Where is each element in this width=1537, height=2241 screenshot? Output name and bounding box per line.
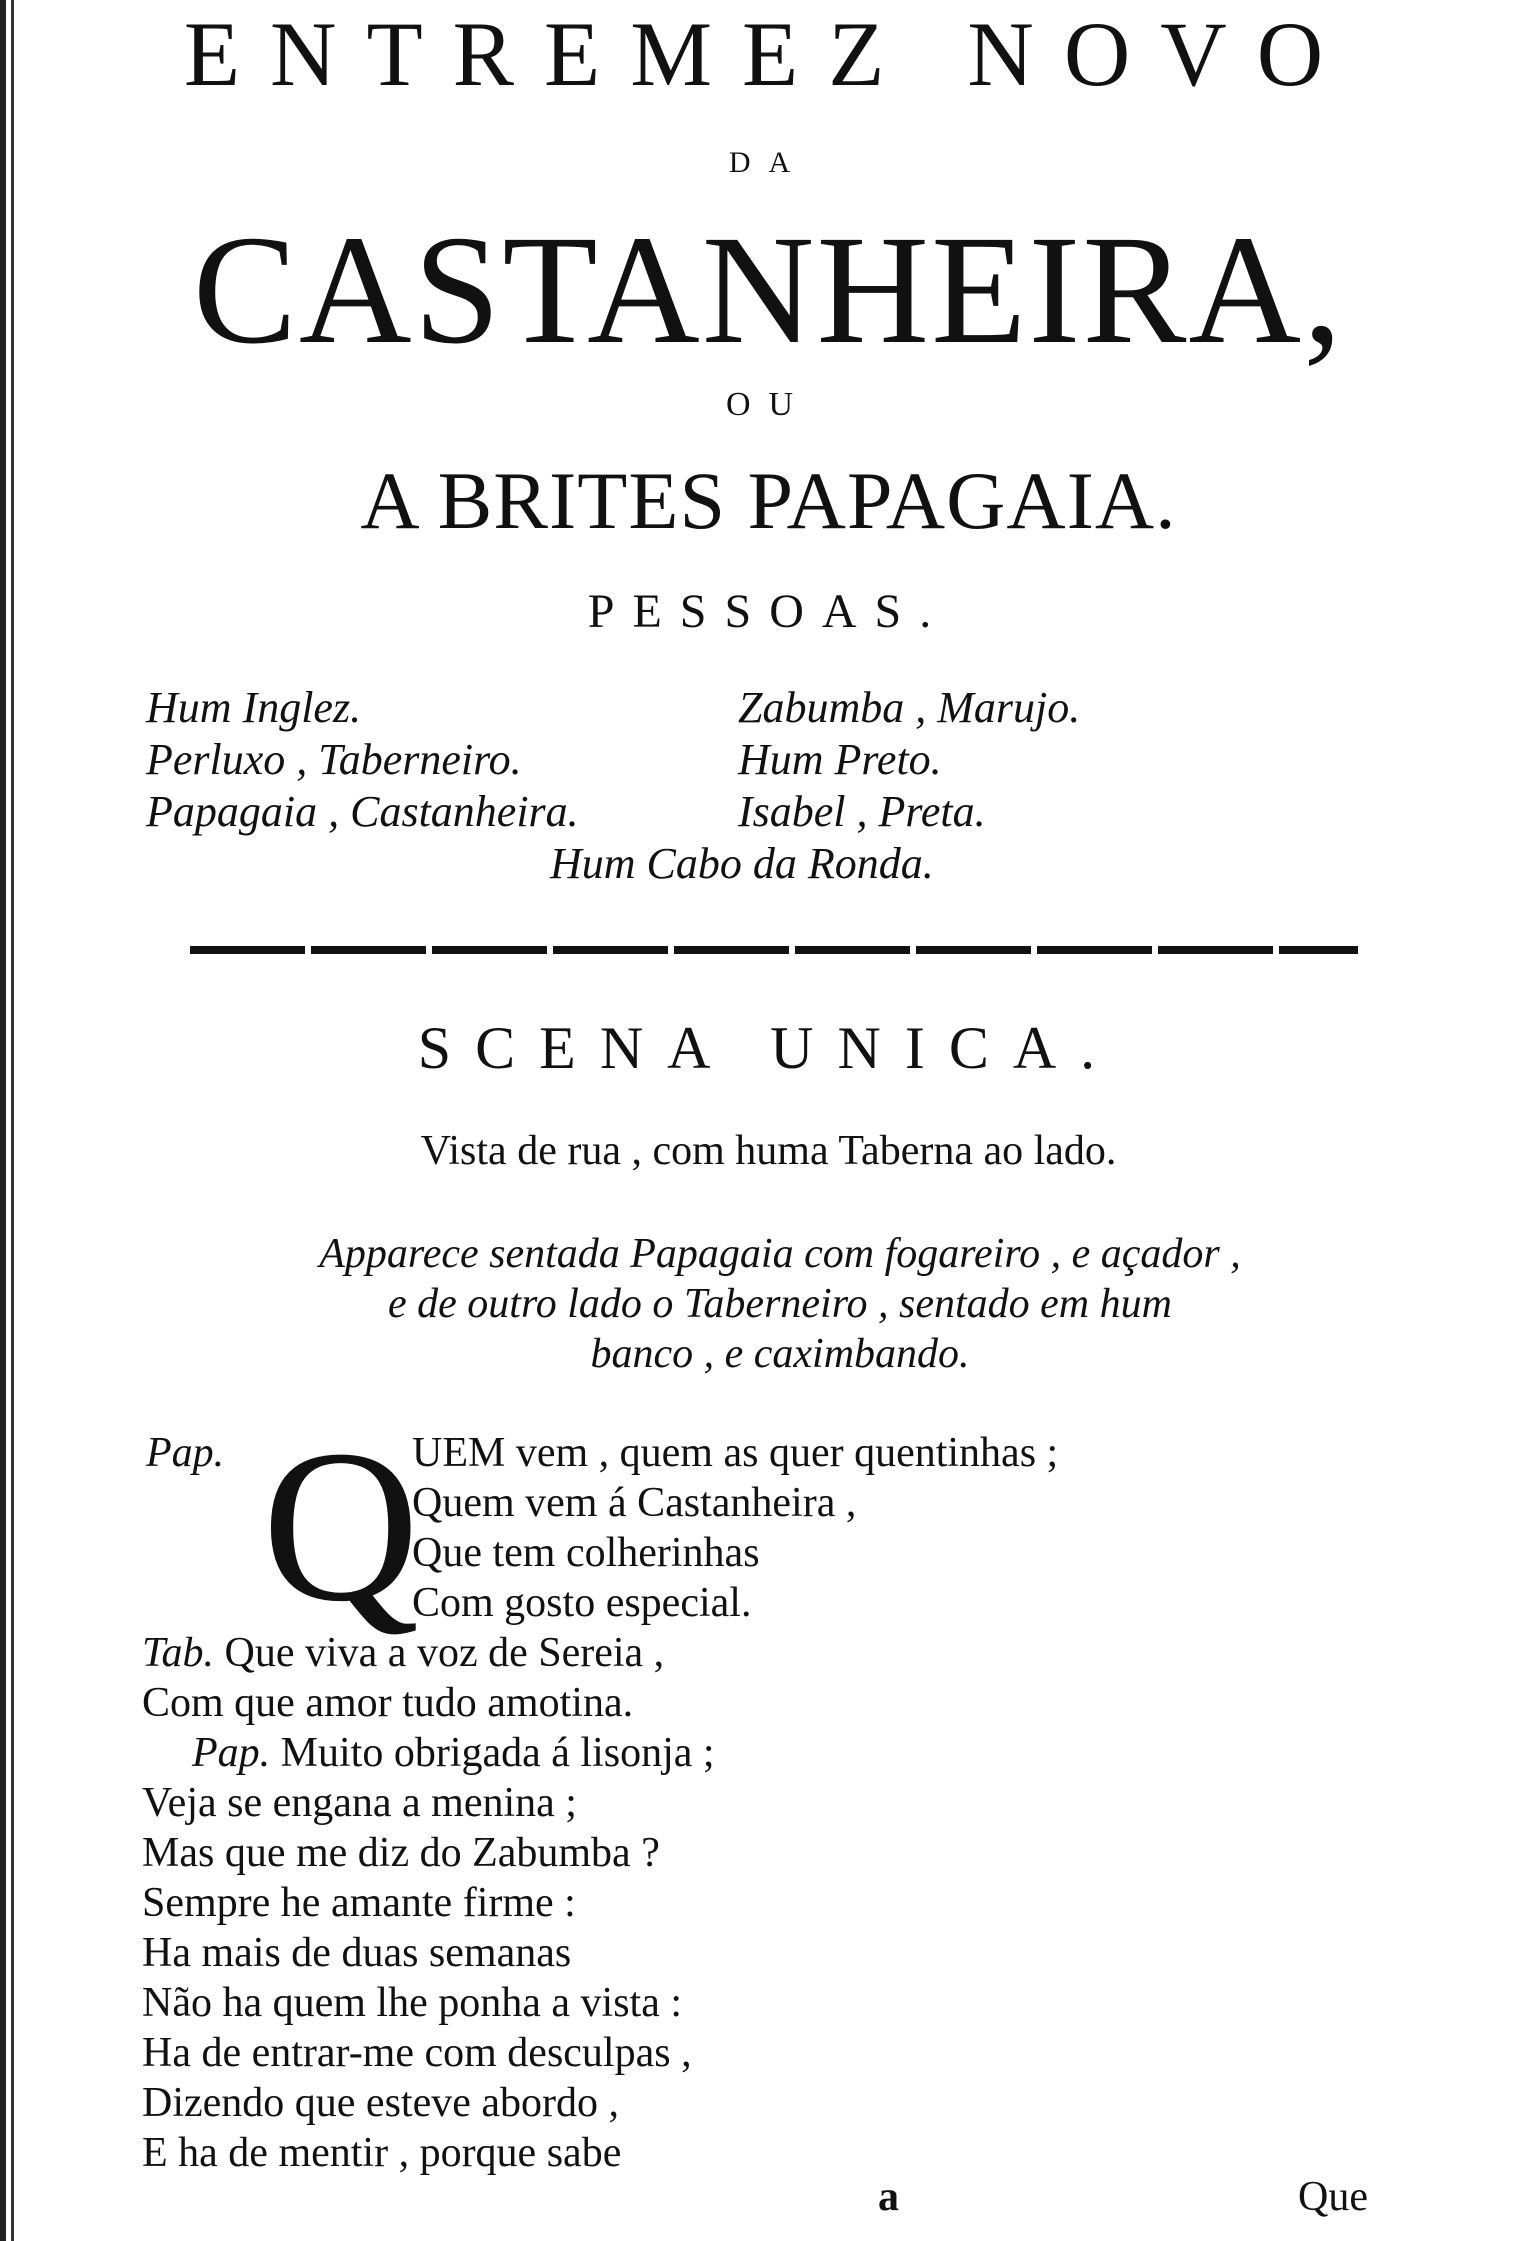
speaker-label: Tab. [142,1630,215,1676]
verse-text: Muito obrigada á lisonja ; [280,1730,715,1776]
title-conjunction: OU [725,386,812,423]
cast-item: Hum Preto. [738,735,942,784]
verse-line: Veja se engana a menina ; [142,1780,577,1826]
cast-item: Papagaia , Castanheira. [146,787,579,836]
verse-line: E ha de mentir , porque sabe [142,2130,622,2176]
cast-heading: PESSOAS. [587,585,950,638]
stage-direction: e de outro lado o Taberneiro , sentado em hum [388,1281,1172,1327]
verse-line: Que tem colherinhas [412,1530,760,1576]
speaker-label: Pap. [146,1430,225,1476]
verse-line: Dizendo que esteve abordo , [142,2080,619,2126]
stage-direction: Apparece sentada Papagaia com fogareiro , e açador , [319,1231,1241,1277]
title-line-1: ENTREMEZ NOVO [183,3,1354,105]
verse-line: UEM vem , quem as quer quentinhas ; [412,1430,1059,1476]
section-divider [190,946,1358,954]
verse-line: Não ha quem lhe ponha a vista : [142,1980,683,2026]
drop-cap: Q [262,1406,420,1647]
cast-item: Hum Cabo da Ronda. [550,839,934,888]
cast-item: Hum Inglez. [146,683,362,732]
title-line-2: DA [728,146,809,179]
verse-line [142,1632,664,1674]
title-main: CASTANHEIRA, [192,203,1345,376]
cast-item: Perluxo , Taberneiro. [146,735,522,784]
verse-line: Mas que me diz do Zabumba ? [142,1830,660,1876]
verse-line: Ha de entrar-me com desculpas , [142,2030,692,2076]
verse-line: Com gosto especial. [412,1580,752,1626]
cast-item: Zabumba , Marujo. [738,683,1081,732]
stage-direction: banco , e caximbando. [590,1331,970,1377]
verse-line: Ha mais de duas semanas [142,1930,572,1976]
verse-line: Quem vem á Castanheira , [412,1480,857,1526]
scene-setting: Vista de rua , com huma Taberna ao lado. [420,1128,1117,1174]
catchword: Que [1298,2174,1368,2220]
verse-line: Com que amor tudo amotina. [142,1680,634,1726]
scene-title: SCENA UNICA. [417,1015,1120,1081]
speaker-label: Pap. [192,1730,271,1776]
verse-line: Sempre he amante firme : [142,1880,576,1926]
cast-item: Isabel , Preta. [738,787,986,836]
signature-mark: a [878,2174,899,2220]
title-subtitle: A BRITES PAPAGAIA. [360,455,1177,546]
verse-text: Que viva a voz de Sereia , [224,1630,665,1676]
verse-line [192,1732,715,1774]
